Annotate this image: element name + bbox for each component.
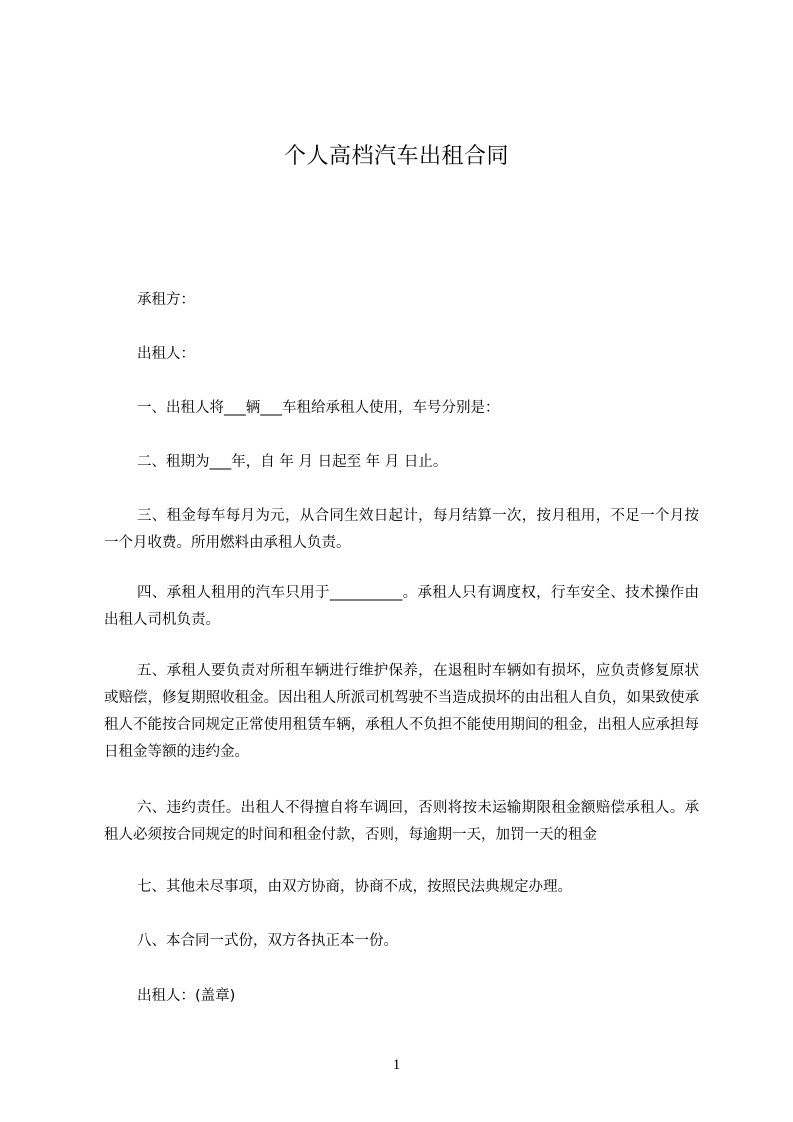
clause-1: 一、出租人将___辆___车租给承租人使用，车号分别是：: [137, 400, 500, 416]
clause-4: 四、承租人租用的汽车只用于__________。承租人只有调度权，行车安全、技术操作由出租人司机负责。: [104, 585, 699, 628]
lessee-label: 承租方：: [137, 292, 195, 308]
clause-7: 七、其他未尽事项，由双方协商，协商不成，按照民法典规定办理。: [137, 879, 572, 895]
signature-lessor: 出租人：(盖章): [137, 988, 236, 1004]
document-title: 个人高档汽车出租合同: [283, 144, 509, 169]
clause-6: 六、违约责任。出租人不得擅自将车调回，否则将按未运输期限租金额赔偿承租人。承租人必须按合同规定的时间和租金付款，否则，每逾期一天，加罚一天的租金: [104, 800, 699, 843]
clause-3: 三、租金每车每月为元，从合同生效日起计，每月结算一次，按月租用，不足一个月按一个月收费。所用燃料由承租人负责。: [104, 508, 699, 551]
clause-5: 五、承租人要负责对所租车辆进行维护保养，在退租时车辆如有损坏，应负责修复原状或赔偿，修复期照收租金。因出租人所派司机驾驶不当造成损坏的由出租人自负，如果致使承租人不能按合同规定正常使用租赁车辆，承租人不负担不能使用期间的租金，出租人应承担每日租金等额的违约金。: [104, 663, 699, 760]
lessor-label: 出租人：: [137, 346, 195, 362]
clause-8: 八、本合同一式份，双方各执正本一份。: [137, 933, 398, 949]
page-number: 1: [392, 1057, 401, 1073]
clause-2: 二、租期为___年，自 年 月 日起至 年 月 日止。: [137, 454, 448, 470]
